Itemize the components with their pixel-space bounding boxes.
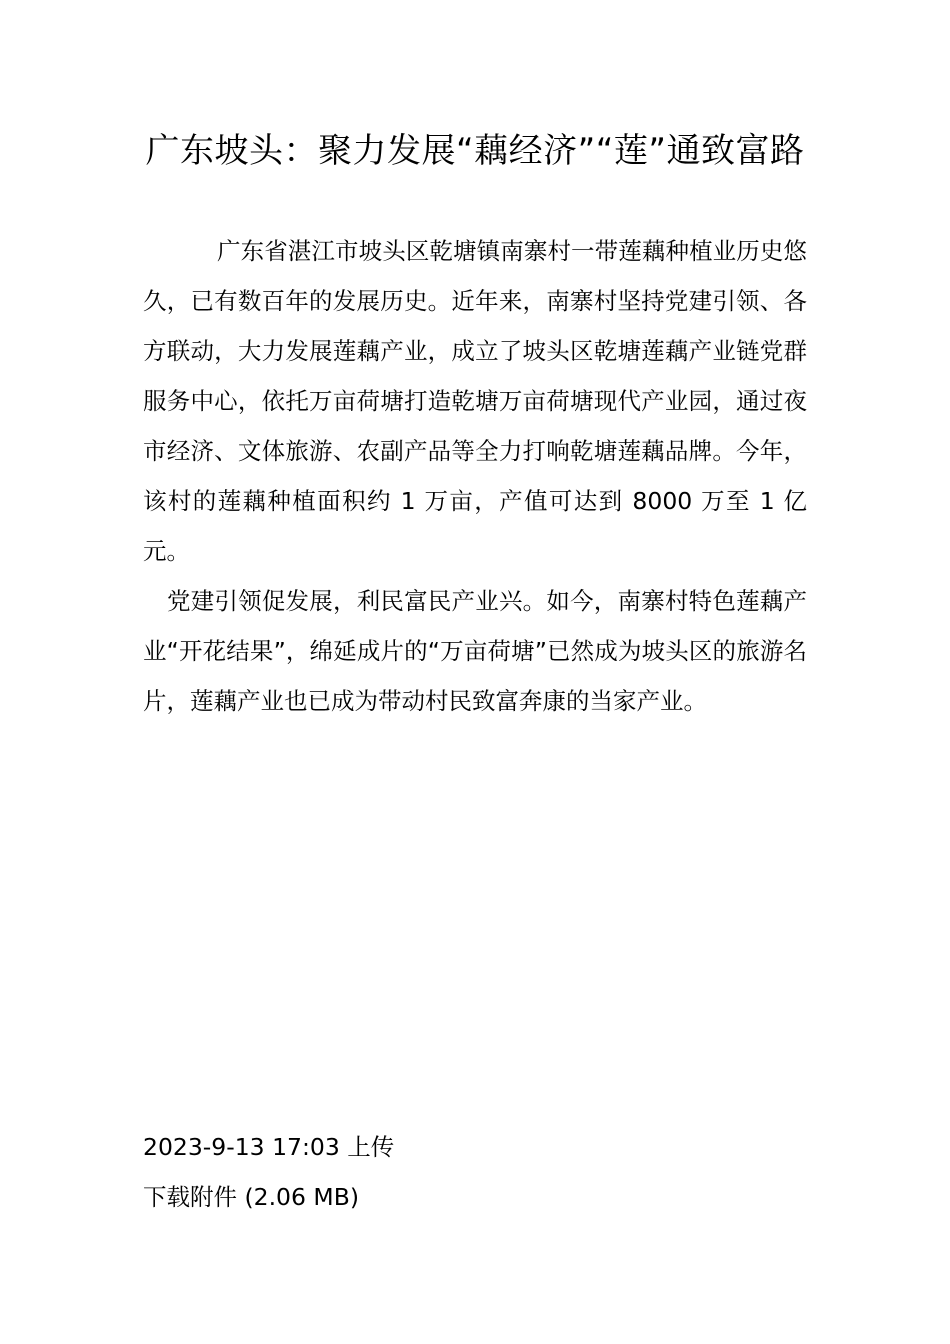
upload-timestamp: 2023-9-13 17:03 上传 <box>143 1133 395 1161</box>
article-paragraph-1: 广东省湛江市坡头区乾塘镇南寨村一带莲藕种植业历史悠久，已有数百年的发展历史。近年来，南寨村坚持党建引领、各方联动，大力发展莲藕产业，成立了坡头区乾塘莲藕产业链党群服务中心，依托万亩荷塘打造乾塘万亩荷塘现代产业园，通过夜市经济、文体旅游、农副产品等全力打响乾塘莲藕品牌。今年，该村的莲藕种植面积约 1 万亩，产值可达到 8000 万至 1 亿元。 <box>143 237 807 565</box>
download-attachment-link[interactable]: 下载附件 (2.06 MB) <box>143 1183 359 1211</box>
document-page <box>143 0 807 1344</box>
article-paragraph-2: 党建引领促发展，利民富民产业兴。如今，南寨村特色莲藕产业“开花结果”，绵延成片的“万亩荷塘”已然成为坡头区的旅游名片，莲藕产业也已成为带动村民致富奔康的当家产业。 <box>143 587 807 715</box>
article-title: 广东坡头：聚力发展“藕经济”“莲”通致富路 <box>145 131 805 171</box>
